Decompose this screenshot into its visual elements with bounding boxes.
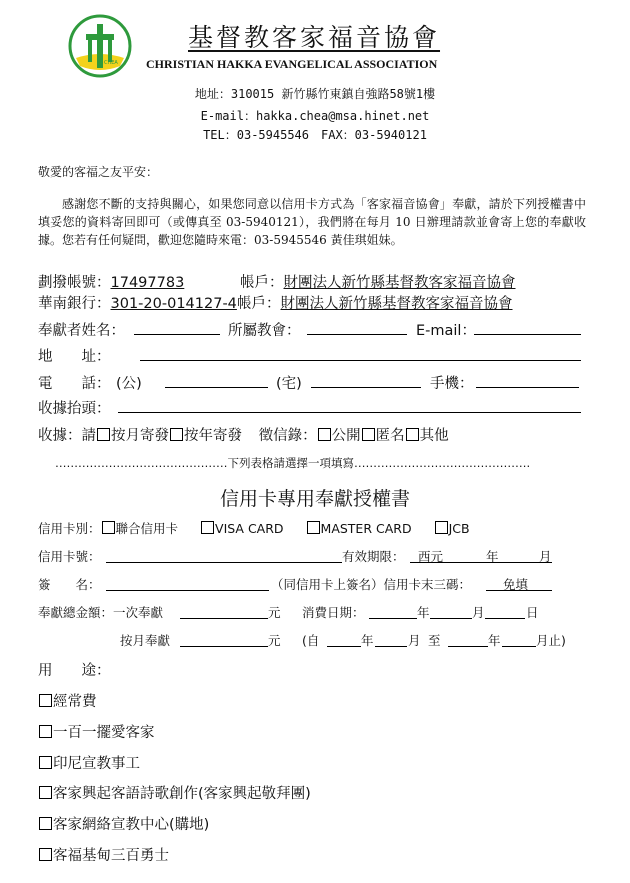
org-phone-fax: TEL：03-5945546 FAX：03-5940121 [203, 128, 427, 142]
svg-text:CHEA: CHEA [104, 60, 118, 66]
phone-office-label: (公) [116, 376, 142, 392]
charge-day-field[interactable] [485, 618, 525, 619]
purpose-item: 客家興起客語詩歌創作(客家興起敬拜團) [38, 782, 311, 803]
charge-year-field[interactable] [369, 618, 417, 619]
card-type-union: 聯合信用卡 [115, 521, 179, 536]
purpose-checkbox[interactable] [39, 756, 52, 769]
charge-year-unit: 年 [417, 605, 430, 620]
form-title: 信用卡專用奉獻授權書 [219, 488, 410, 510]
card-type-jcb: JCB [448, 521, 470, 536]
org-email: E-mail：hakka.chea@msa.hinet.net [200, 109, 430, 123]
card-type-label: 信用卡別： [38, 521, 101, 536]
period-to-year-field[interactable] [448, 646, 488, 647]
card-type-row [38, 519, 470, 537]
period-from-year-field[interactable] [327, 646, 361, 647]
period-from-month-field[interactable] [375, 646, 407, 647]
record-anonymous-checkbox[interactable] [362, 428, 375, 441]
record-public-label: 公開 [331, 428, 361, 444]
donor-email-field[interactable] [474, 334, 581, 335]
bank-label: 華南銀行： [38, 296, 111, 312]
purpose-label: 用 途： [38, 663, 111, 679]
phone-office-field[interactable] [165, 387, 268, 388]
receipt-monthly-label: 按月寄發 [111, 428, 169, 444]
expiry-era: 西元 [418, 549, 444, 564]
donor-name-field[interactable] [134, 334, 220, 335]
amount-onetime-yuan: 元 [268, 605, 281, 620]
address-field[interactable] [140, 360, 581, 361]
mobile-field[interactable] [476, 387, 579, 388]
purpose-checkbox[interactable] [39, 817, 52, 830]
card-type-jcb-checkbox[interactable] [435, 521, 448, 534]
purpose-checkbox[interactable] [39, 694, 52, 707]
postal-name-label: 帳戶： [240, 275, 284, 291]
postal-name: 財團法人新竹縣基督教客家福音協會 [283, 275, 516, 291]
receipt-monthly-checkbox[interactable] [97, 428, 110, 441]
cvv-value: 免填 [503, 577, 529, 592]
purpose-checkbox[interactable] [39, 725, 52, 738]
card-type-master-checkbox[interactable] [307, 521, 320, 534]
purpose-item: 印尼宣教事工 [38, 752, 140, 773]
record-public-checkbox[interactable] [318, 428, 331, 441]
phone-home-label: (宅) [276, 376, 302, 392]
period-from-label: (自 [302, 633, 320, 648]
amount-onetime-field[interactable] [180, 618, 268, 619]
church-label: 所屬教會： [228, 323, 301, 339]
chea-logo [68, 14, 132, 78]
period-from-year-unit: 年 [361, 633, 374, 648]
expiry-year: 年 [486, 549, 499, 564]
period-to-label: 至 [428, 633, 441, 648]
charge-day-unit: 日 [526, 605, 539, 620]
signature-note: （同信用卡上簽名）信用卡末三碼： [271, 577, 472, 592]
purpose-item: 客福基甸三百勇士 [38, 844, 169, 865]
charge-date-label: 消費日期： [302, 605, 365, 620]
phone-home-field[interactable] [311, 387, 421, 388]
charge-month-unit: 月 [472, 605, 485, 620]
card-number-label: 信用卡號： [38, 549, 101, 564]
bank-name-row [237, 292, 513, 313]
postal-number: 17497783 [110, 275, 185, 291]
record-anonymous-label: 匿名 [375, 428, 405, 444]
bank-name-label: 帳戶： [237, 296, 281, 312]
amount-monthly-field[interactable] [180, 646, 268, 647]
period-to-year-unit: 年 [488, 633, 501, 648]
org-address: 地址：310015 新竹縣竹東鎮自強路58號1樓 [194, 87, 436, 101]
purpose-checkbox[interactable] [39, 786, 52, 799]
org-name-zh: 基督教客家福音協會 [188, 23, 441, 52]
donor-name-label: 奉獻者姓名： [38, 323, 125, 339]
card-type-visa: VISA CARD [215, 521, 284, 536]
signature-label: 簽 名： [38, 577, 101, 592]
receipt-options-row [38, 424, 449, 445]
greeting: 敬愛的客福之友平安： [38, 165, 159, 179]
receipt-title-label: 收據抬頭： [38, 401, 111, 417]
church-field[interactable] [307, 334, 407, 335]
card-type-union-checkbox[interactable] [102, 521, 115, 534]
address-label: 地 址： [38, 349, 111, 365]
org-name-en: CHRISTIAN HAKKA EVANGELICAL ASSOCIATION [146, 57, 438, 71]
intro-paragraph: 感謝您不斷的支持與關心，如果您同意以信用卡方式為「客家福音協會」奉獻，請於下列授權書中填妥您的資料寄回即可（或傳真至 03-5940121），我們將在每月 10 日辦理請款並會寄上您的奉獻收據。您若有任何疑問，歡迎您隨時來電：03-5945546 黃佳琪姐妹。 [38, 197, 586, 247]
mobile-label: 手機： [430, 376, 474, 392]
bank-name: 財團法人新竹縣基督教客家福音協會 [280, 296, 513, 312]
receipt-title-field[interactable] [118, 412, 581, 413]
charge-month-field[interactable] [430, 618, 472, 619]
postal-account-row [38, 271, 184, 292]
purpose-item: 經常費 [38, 690, 97, 711]
receipt-yearly-checkbox[interactable] [170, 428, 183, 441]
card-type-visa-checkbox[interactable] [201, 521, 214, 534]
receipt-label: 收據：請 [38, 428, 96, 444]
amount-monthly-yuan: 元 [268, 633, 281, 648]
amount-monthly-label: 按月奉獻 [120, 633, 171, 648]
expiry-month: 月 [539, 549, 552, 564]
bank-account-row [38, 292, 237, 313]
record-label: 徵信錄： [258, 428, 317, 444]
signature-field[interactable] [106, 590, 269, 591]
expiry-label: 有效期限： [342, 549, 405, 564]
period-to-month-unit: 月止) [536, 633, 566, 648]
bank-number: 301-20-014127-4 [110, 296, 237, 312]
period-to-month-field[interactable] [502, 646, 536, 647]
period-from-month-unit: 月 [408, 633, 421, 648]
amount-onetime-label: 奉獻總金額：一次奉獻 [38, 605, 164, 620]
phone-label: 電 話： [38, 376, 111, 392]
section-divider: ………………………………………下列表格請選擇一項填寫………………………………………. [55, 456, 531, 470]
receipt-yearly-label: 按年寄發 [184, 428, 242, 444]
card-number-field[interactable] [106, 562, 342, 563]
record-other-label: 其他 [419, 428, 449, 444]
postal-label: 劃撥帳號： [38, 275, 111, 291]
purpose-item: 客家網絡宣教中心(購地) [38, 813, 209, 834]
record-other-checkbox[interactable] [406, 428, 419, 441]
card-type-master: MASTER CARD [320, 521, 412, 536]
donor-email-label: E-mail： [416, 323, 476, 339]
purpose-checkbox[interactable] [39, 848, 52, 861]
purpose-item: 一百一擺愛客家 [38, 721, 155, 742]
postal-name-row [240, 271, 516, 292]
